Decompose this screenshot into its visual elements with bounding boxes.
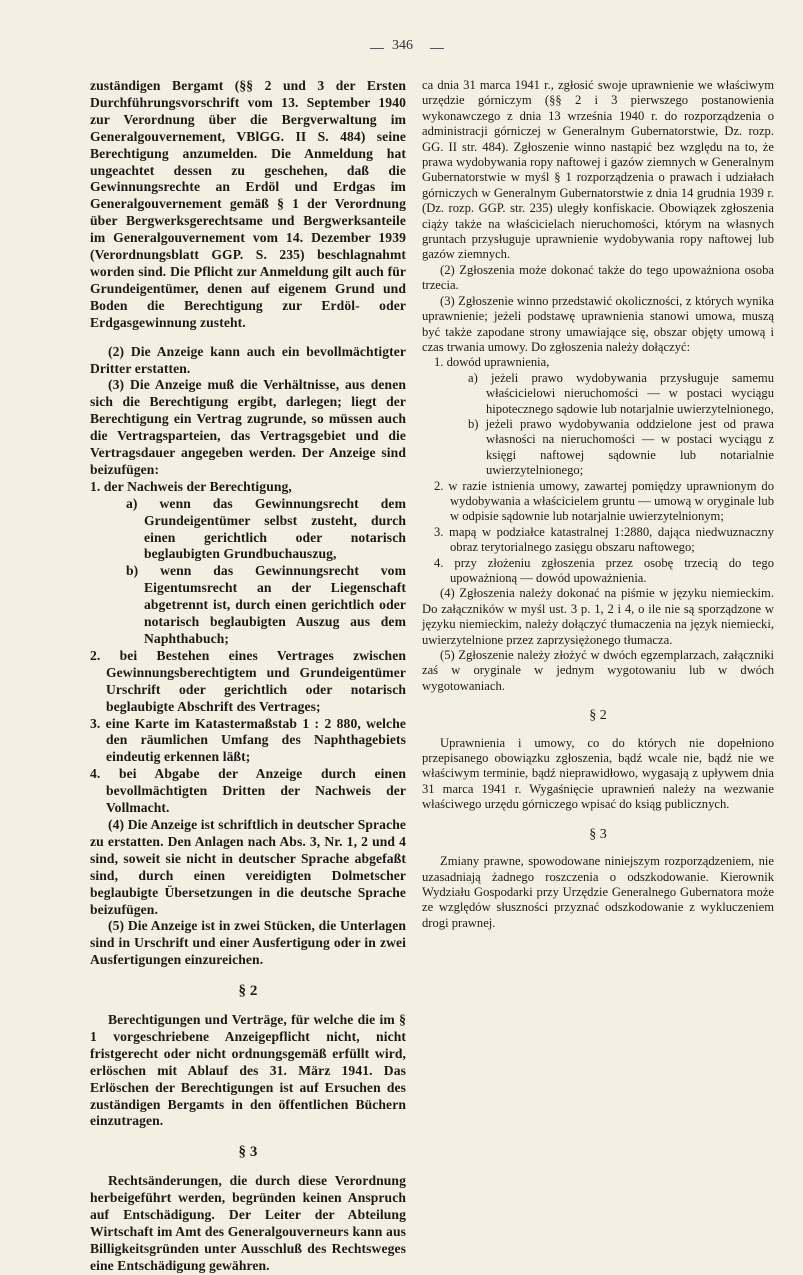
pl-paragraph-2: (2) Zgłoszenia może dokonać także do tego upoważniona osoba trzecia.: [422, 262, 774, 293]
pl-section-2-heading: § 2: [589, 708, 607, 724]
de-list-item-4: 4. bei Abgabe der Anzeige durch einen bevollmächtigten Dritten der Nachweis der Vollmacht.: [90, 766, 406, 816]
de-list-item-1a: a) wenn das Gewinnungsrecht dem Grundeigentümer selbst zusteht, durch einen gerichtlich oder notarisch beglaubigten Grundbuchauszug,: [126, 495, 406, 562]
pl-list-item-1a: a) jeżeli prawo wydobywania przysługuje samemu właścicielowi nieruchomości — w postaci wyciągu hipotecznego sądowie lub notarjalnie uwierzytelnionego,: [468, 370, 774, 416]
pl-paragraph-3: (3) Zgłoszenie winno przedstawić okoliczności, z których wynika uprawnienie; jeżeli podstawę uprawnienia stanowi umowa, muszą być także zapodane strony umawiające się, obszar objęty umową i czas trwania umowy. Do zgłoszenia należy dołączyć:: [422, 293, 774, 354]
pl-list-item-4: 4. przy złożeniu zgłoszenia przez osobę trzecią do tego upoważnioną — dowód upoważnienia.: [434, 555, 774, 585]
de-paragraph-2: (2) Die Anzeige kann auch ein bevollmächtigter Dritter erstatten.: [90, 343, 406, 376]
de-list-item-3: 3. eine Karte im Katastermaßstab 1 : 2 880, welche den räumlichen Umfang des Naphthagebiets eindeutig erkennen läßt;: [90, 715, 406, 765]
german-column: [90, 78, 406, 1275]
de-paragraph-5: (5) Die Anzeige ist in zwei Stücken, die Unterlagen sind in Urschrift und einer Ausfertigung oder in zwei Ausfertigungen einzureichen.: [90, 918, 406, 968]
de-list-item-1b: b) wenn das Gewinnungsrecht vom Eigentumsrecht an der Liegenschaft abgetrennt ist, durch einen gerichtlich oder notarisch beglaubigten Auszug aus dem Naphthabuch;: [126, 563, 406, 646]
de-section-2-text: Berechtigungen und Verträge, für welche die im § 1 vorgeschriebene Anzeigepflicht nicht, nicht fristgerecht oder nicht ordnungsgemäß erfüllt wird, erlöschen mit Ablauf des 31. März 1941. Das Erlöschen der Berechtigungen ist auf Ersuchen des zuständigen Bergamts in den öffentlichen Büchern einzutragen.: [90, 1012, 406, 1129]
de-list-item-1: 1. der Nachweis der Berechtigung,: [90, 478, 292, 494]
page-number: 346: [392, 38, 413, 53]
pl-paragraph-5: (5) Zgłoszenie należy złożyć w dwóch egzemplarzach, załączniki zaś w oryginale w jednym wygotowaniu lub w dwóch wygotowaniach.: [422, 648, 774, 693]
de-section-3-text: Rechtsänderungen, die durch diese Verordnung herbeigeführt werden, begründen keinen Anspruch auf Entschädigung. Der Leiter der Abteilung Wirtschaft im Amt des Generalgouverneurs kann aus Billigkeitsgründen unter Ausschluß des Rechtsweges eine Entschädigung gewähren.: [90, 1173, 406, 1273]
pl-section-3-text: Zmiany prawne, spowodowane niniejszym rozporządzeniem, nie uzasadniają żadnego roszczenia o odszkodowanie. Kierownik Wydziału Gospodarki przy Urzędzie Generalnego Gubernatora może ze względów słuszności przyznać odszkodowanie z wykluczeniem drogi prawnej.: [422, 854, 774, 930]
header-dash-left: [370, 48, 384, 49]
page-header: [0, 38, 803, 58]
de-section-2-heading: § 2: [238, 983, 258, 1000]
polish-column: [422, 78, 774, 931]
de-paragraph-4: (4) Die Anzeige ist schriftlich in deutscher Sprache zu erstatten. Den Anlagen nach Abs. 3, Nr. 1, 2 und 4 sind, soweit sie nicht in deutscher Sprache abgefaßt sind, durch einen vereidigten Dolmetscher beglaubigte Übersetzungen in die deutsche Sprache beizufügen.: [90, 816, 406, 917]
pl-list-item-2: 2. w razie istnienia umowy, zawartej pomiędzy uprawnionym do wydobywania a właścicielem gruntu — umową w oryginale lub w odpisie sądownie lub notarjalnie uwierzytelnionym;: [434, 478, 774, 524]
pl-section-3-heading: § 3: [589, 826, 607, 842]
pl-intro-paragraph: ca dnia 31 marca 1941 r., zgłosić swoje uprawnienie we właściwym urzędzie górniczym (§§ 2 i 3 pierwszego postanowienia wykonawczego z dnia 13 września 1940 r. do rozporządzenia o administracji górniczej w Generalnym Gubernatorstwie, Dz. rozp. GG. II str. 484). Zgłoszenie winno nastąpić bez względu na to, że prawa wydobywania ropy naftowej i gazów ziemnych w Generalnym Gubernatorstwie w myśl § 1 rozporządzenia o prawach i udziałach górniczych w Generalnym Gubernatorstwie z dnia 14 grudnia 1939 r. (Dz. rozp. GGP. str. 235) uległy konfiskacie. Obowiązek zgłoszenia ciąży także na właścicielach nieruchomości, którym na własnych gruntach przysługuje uprawnienie wydobywania ropy naftowej lub gazów ziemnych.: [422, 78, 774, 262]
pl-list-item-1b: b) jeżeli prawo wydobywania oddzielone jest od prawa własności na nieruchomości — w postaci wyciągu z księgi naftowej sądownie lub notarialnie uwierzytelnionego;: [468, 416, 774, 478]
de-intro-paragraph: zuständigen Bergamt (§§ 2 und 3 der Ersten Durchführungsvorschrift vom 13. September 1940 zur Verordnung über die Bergverwaltung im Generalgouvernement, VBlGG. II S. 484) seine Berechtigung anzumelden. Die Anmeldung hat ungeachtet dessen zu geschehen, daß die Gewinnungsrechte an Erdöl und Erdgas im Generalgouvernement gemäß § 1 der Verordnung über Bergwerksgerechtsame und Bergwerksanteile im Generalgouvernement vom 14. Dezember 1939 (Verordnungsblatt GGP. S. 235) beschlagnahmt worden sind. Die Pflicht zur Anmeldung gilt auch für Grundeigentümer, denen auf eigenem Grund und Boden die Berechtigung zur Erdöl- oder Erdgasgewinnung zusteht.: [90, 78, 406, 330]
pl-list-item-3: 3. mapą w podziałce katastralnej 1:2880, dająca niedwuznaczny obraz terytorialnego zasięgu obszaru naftowego;: [434, 524, 774, 555]
pl-paragraph-4: (4) Zgłoszenia należy dokonać na piśmie w języku niemieckim. Do załączników w myśl ust. 3 p. 1, 2 i 4, o ile nie są sporządzone w języku niemieckim, należy dołączyć tłumaczenia na język niemiecki, uwierzytelnione przez zaprzysiężonego tłumacza.: [422, 586, 774, 647]
pl-list-item-1: 1. dowód uprawnienia,: [434, 355, 550, 370]
de-section-3-heading: § 3: [238, 1144, 258, 1161]
de-paragraph-3: (3) Die Anzeige muß die Verhältnisse, aus denen sich die Berechtigung ergibt, darlegen; liegt der Berechtigung ein Vertrag zugrunde, so müssen auch die Vertragsparteien, das Vertragsgebiet und die Vertragsdauer angegeben werden. Der Anzeige sind beizufügen:: [90, 377, 406, 477]
header-dash-right: [430, 48, 444, 49]
pl-section-2-text: Uprawnienia i umowy, co do których nie dopełniono przepisanego obowiązku zgłoszenia, bądź wcale nie, bądź nie we właściwym terminie, bądź nieprawidłowo, wygasają z upływem dnia 31 marca 1941 r. Wygaśnięcie uprawnień należy na wezwanie właściwego urzędu górniczego wpisać do ksiąg publicznych.: [422, 735, 774, 812]
de-list-item-2: 2. bei Bestehen eines Vertrages zwischen Gewinnungsberechtigtem und Grundeigentümer Urschrift oder gerichtlich oder notarisch beglaubigte Abschrift des Vertrages;: [90, 647, 406, 714]
